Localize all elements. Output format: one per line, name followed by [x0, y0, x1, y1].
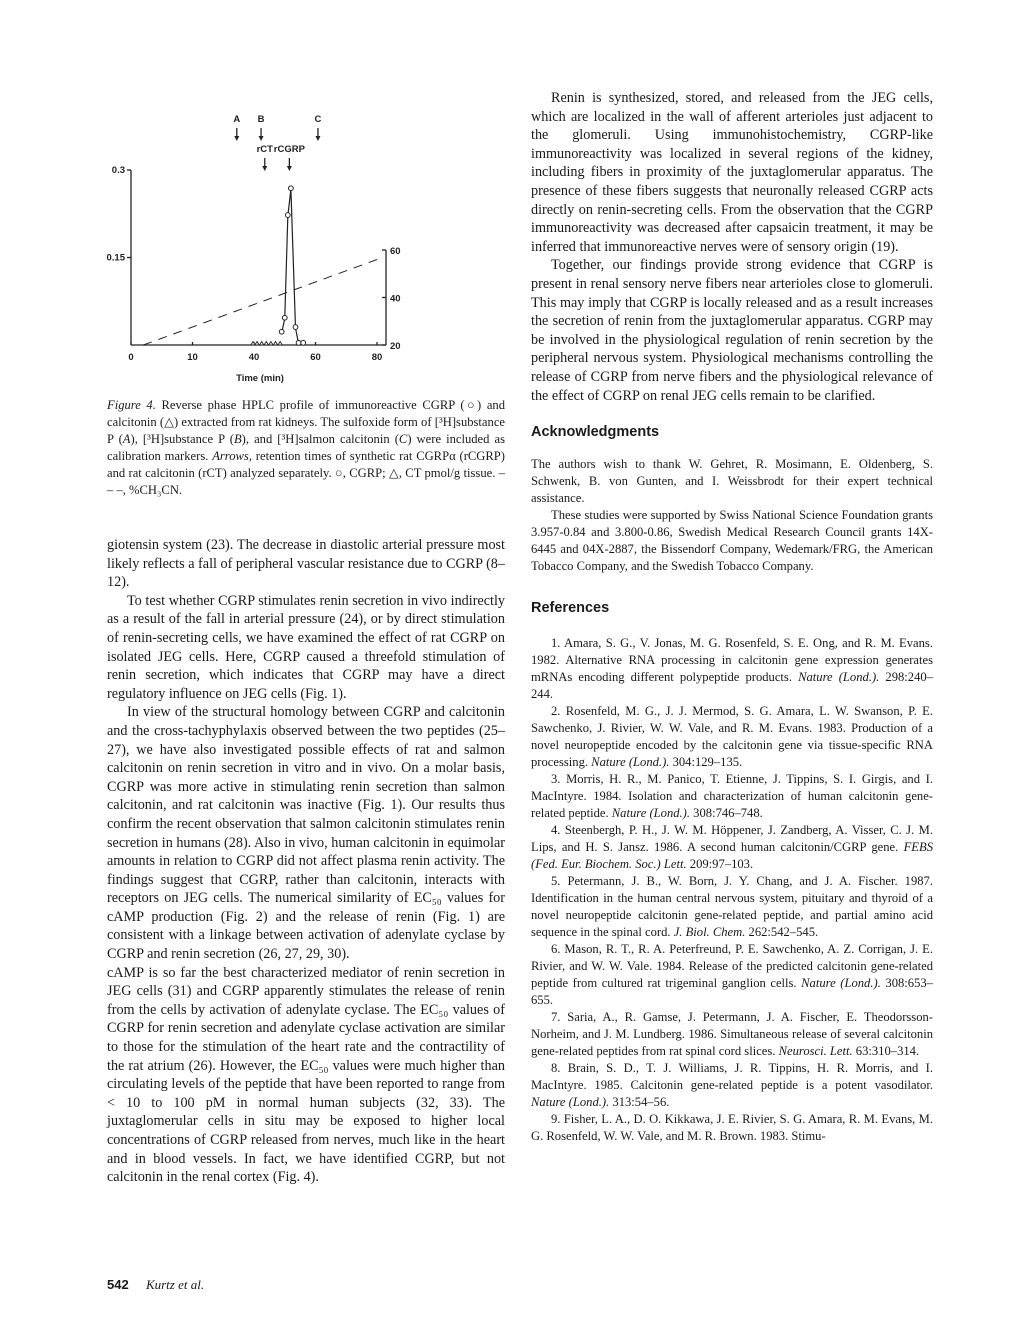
hplc-chart	[100, 100, 440, 390]
x-tick-label: 10	[187, 352, 198, 363]
marker-arrowhead-icon	[315, 136, 320, 141]
y-left-tick-label: 0.15	[106, 252, 125, 264]
cgrp-point	[279, 329, 284, 334]
reference-text: 7. Saria, A., R. Gamse, J. Petermann, J. A. Fischer, E. Theodorsson-Norheim, and J. M. Lundberg. 1986. Simultaneous release of several calcitonin gene-related peptides from rat spinal cord slices.	[531, 1010, 933, 1059]
reference-item	[531, 822, 933, 873]
section-heading-references: References	[531, 599, 610, 616]
ct-point	[264, 342, 268, 346]
caption-text: ), [³H]substance P (	[130, 432, 234, 446]
x-tick-label: 60	[310, 352, 321, 363]
marker-label: A	[233, 114, 241, 125]
paragraph: Renin is synthesized, stored, and released from the JEG cells, which are localized in the wall of afferent arterioles just adjacent to the glomeruli. Using immunohistochemistry, CGRP-like immunoreactivity was localized in several regions of the kidney, including fibers in proximity of the juxtaglomerular apparatus. The presence of these fibers suggests that neuronally released CGRP acts directly on renin-secreting cells. From the observation that the CGRP immunoreactivity was decreased after capsaicin treatment, it may be inferred that immunoreactive nerves were of sensory origin (19).	[531, 90, 933, 255]
paragraph: giotensin system (23). The decrease in diastolic arterial pressure most likely reflects a fall of peripheral vascular resistance due to CGRP (8–12).	[107, 537, 505, 591]
reference-text: 9. Fisher, L. A., D. O. Kikkawa, J. E. Rivier, S. G. Amara, R. M. Evans, M. G. Rosenfeld, W. W. Vale, and M. R. Brown. 1983. Stimu-	[531, 1112, 933, 1144]
x-tick-label: 80	[371, 352, 383, 363]
reference-tail: 209:97–103.	[686, 857, 754, 872]
x-tick-label: 40	[248, 352, 260, 363]
paragraph: In view of the structural homology between CGRP and calcitonin and the cross-tachyphylaxis observed between the two peptides (25–27), we have also investigated possible effects of rat and salmon calcitonin on renin secretion in vitro and in vivo. On a molar basis, CGRP was more active in stimulating renin secretion than salmon calcitonin, and rat calcitonin was inactive (Fig. 1). Our results thus confirm the recent observation that salmon calcitonin stimulates renin secretion in humans (28). Also in vivo, human calcitonin in equimolar amounts in relation to CGRP did not affect plasma renin activity. The findings suggest that CGRP, rather than calcitonin, interacts with receptors on JEG cells. The numerical similarity of EC₅₀ values for cAMP production (Fig. 2) and the release of renin (Fig. 1) are consistent with a linkage between activation of adenylate cyclase by CGRP and renin secretion (26, 27, 29, 30).	[107, 704, 505, 963]
reference-item	[531, 1111, 933, 1145]
reference-text: 1. Amara, S. G., V. Jonas, M. G. Rosenfeld, S. E. Ong, and R. M. Evans. 1982. Alternative RNA processing in calcitonin gene expression generates mRNAs encoding different polypeptide products.	[531, 636, 933, 685]
marker-label: B	[257, 114, 265, 125]
reference-tail: 63:310–314.	[852, 1044, 920, 1059]
x-tick-label: 0	[128, 352, 134, 363]
reference-text: 4. Steenbergh, P. H., J. W. M. Höppener, J. Zandberg, A. Visser, C. J. M. Lips, and H. S. Jansz. 1986. A second human calcitonin/CGRP gene.	[531, 823, 933, 855]
reference-tail: 313:54–56.	[609, 1095, 670, 1110]
ct-point	[278, 342, 282, 346]
reference-journal: FEBS (Fed. Eur. Biochem. Soc.) Lett.	[531, 840, 933, 872]
marker-arrowhead-icon	[259, 136, 264, 141]
reference-text: 2. Rosenfeld, M. G., J. J. Mermod, S. G. Amara, L. W. Swanson, P. E. Sawchenko, J. Rivier, W. W. Vale, and R. M. Evans. 1983. Production of a novel neuropeptide encoded by the calcitonin gene via tissue-specific RNA processing.	[531, 704, 933, 770]
ct-point	[255, 342, 259, 346]
reference-item	[531, 771, 933, 822]
cgrp-point	[293, 325, 298, 330]
reference-item	[531, 635, 933, 703]
reference-item	[531, 703, 933, 771]
reference-journal: Nature (Lond.).	[611, 806, 691, 821]
paragraph: cAMP is so far the best characterized mediator of renin secretion in JEG cells (31) and CGRP apparently stimulates the release of renin from the cells by activation of adenylate cyclase. The EC₅₀ values of CGRP for renin secretion and adenylate cyclase activation are similar to those for the stimulation of the heart rate and the contractility of the rat atrium (26). However, the EC₅₀ values were much higher than circulating levels of the peptide that have been reported to range from < 10 to 100 pM in normal human subjects (32, 33). The juxtaglomerular cells in situ may be exposed to higher local concentrations of CGRP released from nerves, much like in the heart and in blood vessels. In fact, we have identified CGRP, but not calcitonin in the renal cortex (Fig. 4).	[107, 964, 505, 1186]
reference-tail: 308:746–748.	[690, 806, 763, 821]
running-authors: Kurtz et al.	[145, 1277, 205, 1292]
y-left-tick-label: 0.3	[111, 165, 125, 176]
paragraph: Together, our findings provide strong evidence that CGRP is present in renal sensory nerve fibers near arterioles close to glomeruli. This may imply that CGRP is locally released and as a result increases the secretion of renin from the juxtaglomerular apparatus. CGRP may be involved in the physiological regulation of renin secretion by the peripheral nervous system. Physiological mechanisms controlling the release of CGRP from nerve fibers and the physiological relevance of the effect of CGRP on renal JEG cells remain to be clarified.	[531, 257, 933, 404]
marker-arrowhead-icon	[262, 166, 267, 171]
marker-label: C	[314, 114, 322, 125]
reference-list	[531, 635, 933, 1145]
paragraph: The authors wish to thank W. Gehret, R. Mosimann, E. Oldenberg, S. Schwenk, B. von Gunten, and I. Weissbrodt for their expert technical assistance.	[531, 456, 933, 505]
reference-item	[531, 941, 933, 1009]
ct-point	[259, 342, 263, 346]
reference-tail: 308:653–655.	[531, 976, 933, 1008]
caption-text: C	[398, 432, 408, 446]
y-right-tick-label: 60	[390, 246, 401, 257]
reference-tail: 304:129–135.	[669, 755, 743, 770]
reference-journal: Nature (Lond.).	[591, 755, 670, 770]
ct-point	[273, 342, 277, 346]
reference-journal: Neurosci. Lett.	[778, 1044, 853, 1059]
reference-item	[531, 873, 933, 941]
caption-text: ), and [³H]salmon calcitonin (	[241, 432, 399, 446]
section-heading-acknowledgments: Acknowledgments	[531, 424, 660, 441]
caption-text: B	[233, 432, 242, 446]
paragraph: To test whether CGRP stimulates renin secretion in vivo indirectly as a result of the fall in arterial pressure (24), or by direct stimulation of renin-secreting cells, we have examined the effect of rat CGRP on isolated JEG cells. Here, CGRP caused a threefold stimulation of renin secretion, which indicates that CGRP may have a direct regulatory influence on JEG cells (Fig. 1).	[107, 592, 505, 702]
reference-journal: Nature (Lond.).	[531, 1095, 610, 1110]
marker-arrowhead-icon	[234, 136, 239, 141]
reference-text: 5. Petermann, J. B., W. Born, J. Y. Chang, and J. A. Fischer. 1987. Identification in the human central nervous system, pituitary and thyroid of a novel neuropeptide calcitonin gene-related peptide, and partial amino acid sequence in the spinal cord.	[531, 874, 933, 940]
ct-point	[269, 342, 273, 346]
left-column	[107, 536, 505, 1187]
reference-text: 8. Brain, S. D., T. J. Williams, J. R. Tippins, H. R. Morris, and I. MacIntyre. 1985. Calcitonin gene-related peptide is a potent vasodilator.	[531, 1061, 933, 1093]
reference-journal: J. Biol. Chem.	[673, 925, 746, 940]
paragraph: These studies were supported by Swiss National Science Foundation grants 3.957-0.84 and 3.800-0.86, Swedish Medical Research Council grants 14X-6445 and 04X-2887, the Bissendorf Company, Wedemark/FRG, the American Tobacco Company, and the Swedish Tobacco Company.	[531, 507, 933, 573]
cgrp-point	[289, 186, 294, 191]
figure-label: Figure 4.	[107, 398, 156, 412]
caption-text: Arrows,	[212, 449, 252, 463]
marker-label: rCT	[256, 144, 273, 155]
reference-text: 3. Morris, H. R., M. Panico, T. Etienne, J. Tippins, S. I. Girgis, and I. MacIntyre. 1984. Isolation and characterization of human calcitonin gene-related peptide.	[531, 772, 933, 821]
page-footer	[107, 1277, 204, 1293]
y-right-tick-label: 20	[390, 341, 401, 352]
caption-text: ) were included as calibration markers.	[107, 432, 505, 463]
caption-text: Reverse phase HPLC profile of immunoreactive CGRP (○) and calcitonin (△) extracted from rat kidneys. The sulfoxide form of [³H]substance P (	[107, 398, 506, 446]
cgrp-point	[285, 213, 290, 218]
reference-journal: Nature (Lond.).	[801, 976, 881, 991]
page-number: 542	[107, 1277, 129, 1292]
y-right-tick-label: 40	[390, 293, 401, 305]
marker-label: rCGRP	[273, 144, 305, 155]
right-column	[531, 89, 933, 1145]
figure-caption	[107, 397, 505, 499]
acetonitrile-gradient-line	[143, 260, 377, 346]
cgrp-point	[301, 340, 306, 345]
reference-journal: Nature (Lond.).	[798, 670, 880, 685]
caption-text: retention times of synthetic rat CGRPα (rCGRP) and rat calcitonin (rCT) analyzed separately. ○, CGRP; △, CT pmol/g tissue. – – –, %CH₃CN.	[107, 449, 505, 497]
reference-item	[531, 1060, 933, 1111]
reference-tail: 298:240–244.	[531, 670, 933, 702]
marker-arrowhead-icon	[287, 166, 292, 171]
caption-text: A	[122, 432, 131, 446]
reference-tail: 262:542–545.	[745, 925, 819, 940]
cgrp-point	[282, 315, 287, 320]
x-axis-label: Time (min)	[236, 373, 284, 384]
cgrp-point	[296, 340, 301, 345]
reference-item	[531, 1009, 933, 1060]
reference-text: 6. Mason, R. T., R. A. Peterfreund, P. E. Sawchenko, A. Z. Corrigan, J. E. Rivier, and W. W. Vale. 1984. Release of the predicted calcitonin gene-related peptide from cultured rat trigeminal ganglion cells.	[531, 942, 933, 991]
